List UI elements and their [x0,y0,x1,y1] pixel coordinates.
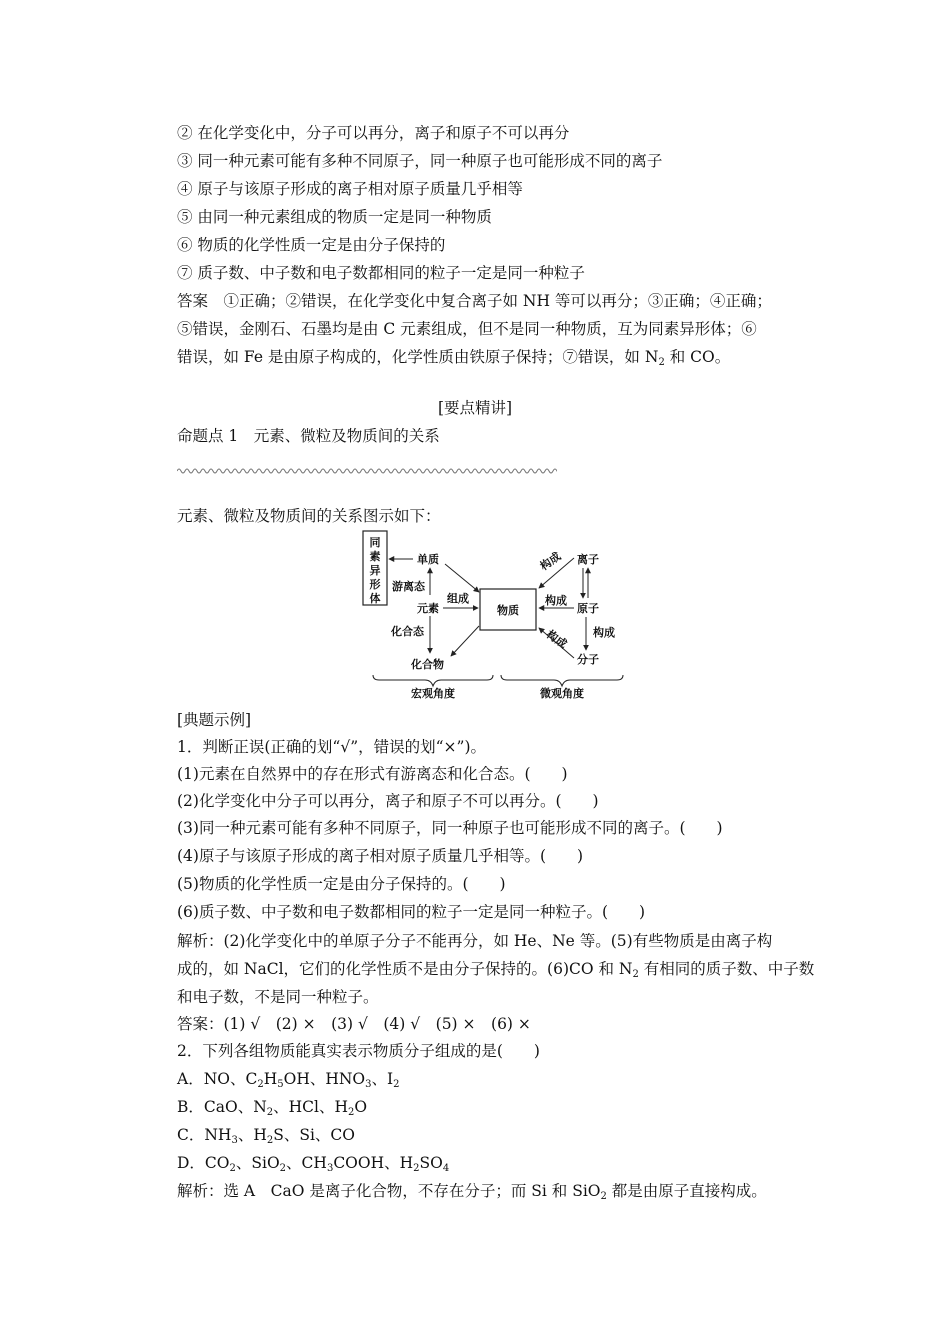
q1-item: (1)元素在自然界中的存在形式有游离态和化合态。( ) [177,765,568,783]
allotrope-char: 异 [369,564,381,577]
construct-label: 构成 [545,594,567,607]
statement-6: ⑥ 物质的化学性质一定是由分子保持的 [177,236,446,254]
statement-4: ④ 原子与该原子形成的离子相对原子质量几乎相等 [177,180,523,198]
q1-analysis-line-3: 和电子数，不是同一种粒子。 [177,988,379,1006]
atom-label: 原子 [577,602,599,615]
q1-item: (4)原子与该原子形成的离子相对原子质量几乎相等。( ) [177,847,584,865]
q1-item: (6)质子数、中子数和电子数都相同的粒子一定是同一种粒子。( ) [177,903,646,921]
answer-line-2: ⑤错误，金刚石、石墨均是由 C 元素组成，但不是同一种物质，互为同素异形体；⑥ [177,320,757,338]
ion-label: 离子 [577,553,599,566]
section-title: [要点精讲] [437,399,513,417]
intro-text: 元素、微粒及物质间的关系图示如下： [177,507,441,525]
free-state-label: 游离态 [392,580,425,593]
q2-option-c: C．$NH_3$、$H_2S$、Si、CO [177,1126,355,1146]
statement-5: ⑤ 由同一种元素组成的物质一定是同一种物质 [177,208,492,226]
wavy-divider [177,466,557,476]
q2-option-d: D．$CO_2$、SiO$_2$、$CH_3COOH$、$H_2SO_4$ [177,1154,450,1174]
molecule-label: 分子 [577,653,599,666]
q2-option-a: A．NO、$C_2H_5OH$、$HNO_3$、$I_2$ [177,1070,400,1090]
compound-label: 化合物 [411,658,444,671]
q1-analysis-line-2: 成的，如 NaCl，它们的化学性质不是由分子保持的。(6)CO 和 $N_2$ 有相同的质子数、中子数 [177,960,815,980]
allotrope-char: 素 [369,550,381,563]
answer-line-1: 答案 ①正确；②错误，在化学变化中复合离子如 NH 等可以再分；③正确；④正确； [177,292,772,310]
q1-answer: 答案：(1) √ (2) × (3) √ (4) √ (5) × (6) × [177,1015,531,1033]
construct-label: 构成 [537,549,564,574]
allotrope-char: 形 [369,578,381,591]
element-label: 元素 [417,602,439,615]
compose-label: 组成 [447,592,469,605]
q2-option-b: B．CaO、$N_2$、HCl、$H_2O$ [177,1098,368,1118]
q1-stem: 1．判断正误(正确的划“√”，错误的划“×”)。 [177,738,487,756]
simple-substance-label: 单质 [417,553,439,566]
q1-item: (2)化学变化中分子可以再分，离子和原子不可以再分。( ) [177,792,599,810]
example-header: [典题示例] [177,711,252,729]
substance-label: 物质 [497,604,519,617]
construct-label: 构成 [543,627,570,651]
q1-analysis-line-1: 解析：(2)化学变化中的单原子分子不能再分，如 He、Ne 等。(5)有些物质是由离子构 [177,932,773,950]
construct-label: 构成 [593,626,615,639]
micro-label: 微观角度 [540,687,584,700]
statement-7: ⑦ 质子数、中子数和电子数都相同的粒子一定是同一种粒子 [177,264,585,282]
q2-stem: 2．下列各组物质能真实表示物质分子组成的是( ) [177,1042,540,1060]
allotrope-char: 体 [369,592,381,605]
q1-item: (5)物质的化学性质一定是由分子保持的。( ) [177,875,506,893]
q2-analysis: 解析：选 A CaO 是离子化合物，不存在分子；而 Si 和 SiO$_2$ 都是由原子直接构成。 [177,1182,767,1202]
relationship-diagram [355,528,630,700]
macro-label: 宏观角度 [411,687,455,700]
combined-state-label: 化合态 [391,625,424,638]
q1-item: (3)同一种元素可能有多种不同原子，同一种原子也可能形成不同的离子。( ) [177,819,723,837]
answer-line-3: 错误，如 Fe 是由原子构成的，化学性质由铁原子保持；⑦错误，如 $N_2$ 和 CO。 [177,348,731,368]
topic-title: 命题点 1 元素、微粒及物质间的关系 [177,427,440,445]
allotrope-char: 同 [369,536,381,549]
statement-2: ② 在化学变化中，分子可以再分，离子和原子不可以再分 [177,124,570,142]
statement-3: ③ 同一种元素可能有多种不同原子，同一种原子也可能形成不同的离子 [177,152,663,170]
